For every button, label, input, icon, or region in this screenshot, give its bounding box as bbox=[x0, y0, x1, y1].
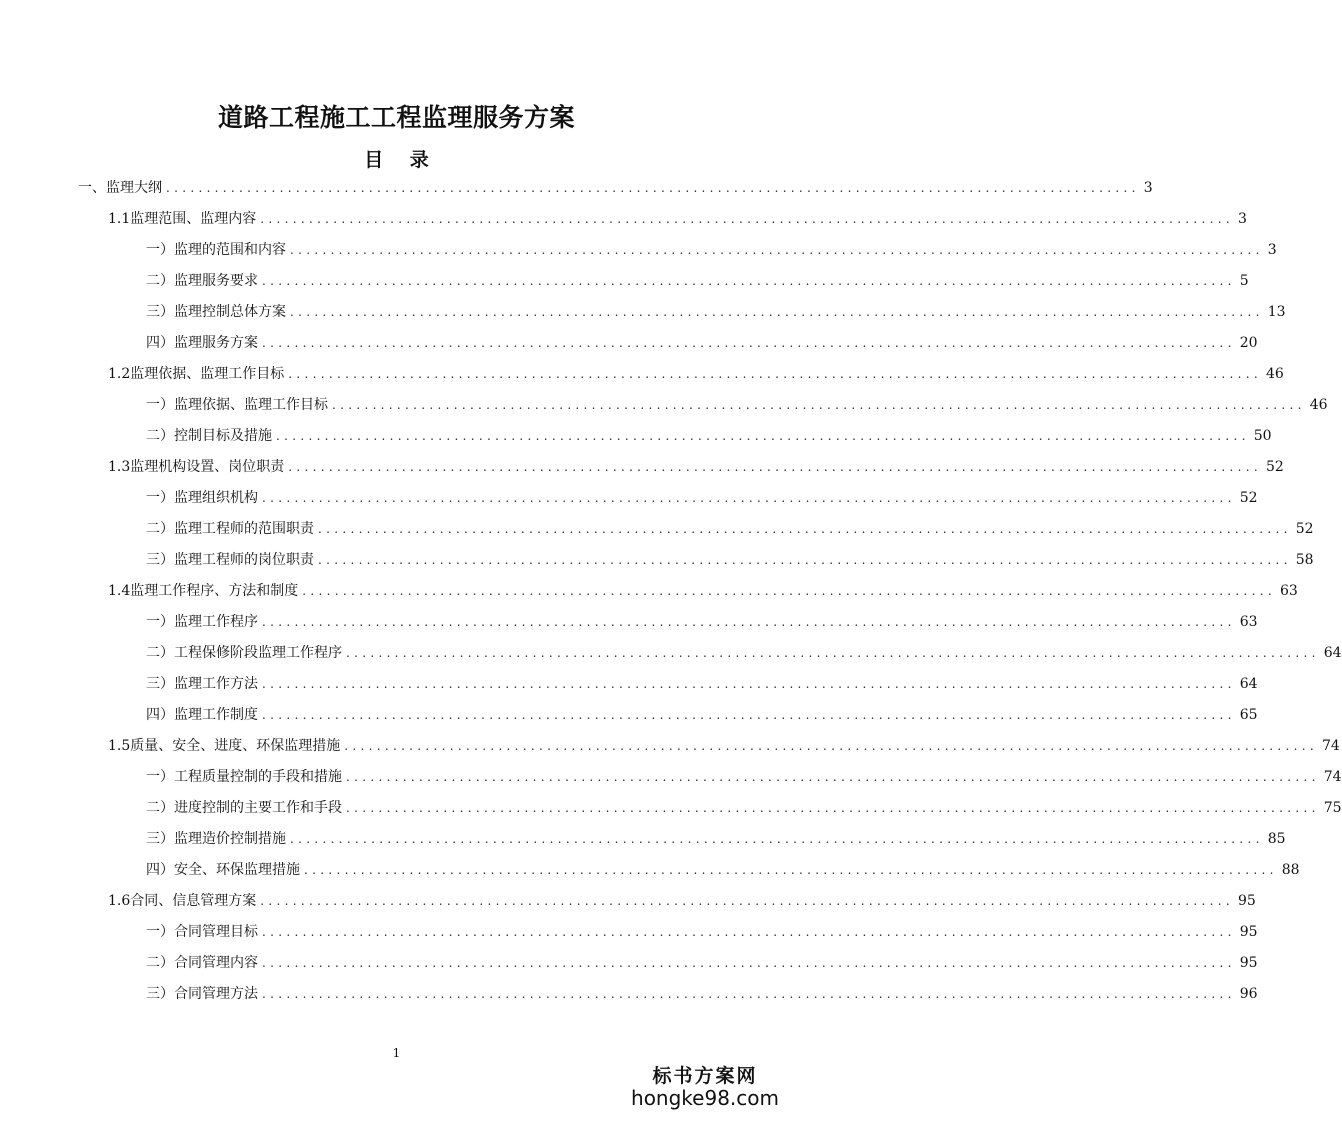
toc-leader-dots: ........................................................................................................................ bbox=[290, 305, 1264, 319]
toc-entry[interactable] bbox=[146, 978, 1258, 1002]
toc-entry-label: 1.5质量、安全、进度、环保监理措施 bbox=[108, 738, 341, 754]
toc-entry[interactable] bbox=[146, 265, 1249, 289]
toc-entry-page: 58 bbox=[1295, 552, 1314, 568]
toc-leader-dots: ........................................................................................................................ bbox=[290, 243, 1264, 257]
toc-entry-page: 85 bbox=[1267, 831, 1286, 847]
toc-entry[interactable] bbox=[108, 730, 1340, 754]
toc-entry-page: 5 bbox=[1239, 273, 1249, 289]
toc-entry-label: 二）控制目标及措施 bbox=[146, 428, 272, 444]
toc-entry-label: 一）工程质量控制的手段和措施 bbox=[146, 769, 342, 785]
toc-entry-page: 52 bbox=[1295, 521, 1314, 537]
toc-entry-label: 二）合同管理内容 bbox=[146, 955, 258, 971]
toc-entry-label: 三）监理工作方法 bbox=[146, 676, 258, 692]
watermark-logo bbox=[631, 1061, 779, 1110]
toc-entry-page: 13 bbox=[1267, 304, 1286, 320]
toc-entry-page: 3 bbox=[1267, 242, 1277, 258]
toc-leader-dots: ........................................................................................................................ bbox=[260, 894, 1234, 908]
toc-entry-page: 75 bbox=[1323, 800, 1342, 816]
toc-leader-dots: ........................................................................................................................ bbox=[262, 925, 1236, 939]
toc-entry-label: 一）监理依据、监理工作目标 bbox=[146, 397, 328, 413]
toc-leader-dots: ........................................................................................................................ bbox=[318, 522, 1292, 536]
toc-entry-page: 88 bbox=[1281, 862, 1300, 878]
toc-entry[interactable] bbox=[146, 699, 1258, 723]
toc-entry-page: 63 bbox=[1239, 614, 1258, 630]
toc-entry-page: 50 bbox=[1253, 428, 1272, 444]
toc-leader-dots: ........................................................................................................................ bbox=[262, 615, 1236, 629]
toc-entry-page: 64 bbox=[1239, 676, 1258, 692]
toc-leader-dots: ........................................................................................................................ bbox=[290, 832, 1264, 846]
toc-leader-dots: ........................................................................................................................ bbox=[262, 956, 1236, 970]
toc-entry-label: 1.6合同、信息管理方案 bbox=[108, 893, 257, 909]
toc-entry[interactable] bbox=[146, 544, 1314, 568]
toc-entry[interactable] bbox=[78, 172, 1153, 196]
toc-entry-page: 52 bbox=[1266, 459, 1284, 475]
toc-entry[interactable] bbox=[108, 203, 1247, 227]
page-number: 1 bbox=[392, 1046, 401, 1060]
toc-entry[interactable] bbox=[146, 947, 1258, 971]
toc-entry[interactable] bbox=[108, 575, 1298, 599]
toc-entry[interactable] bbox=[146, 606, 1258, 630]
toc-entry[interactable] bbox=[146, 296, 1286, 320]
toc-entry-label: 三）合同管理方法 bbox=[146, 986, 258, 1002]
toc-entry-page: 46 bbox=[1309, 397, 1328, 413]
toc-entry[interactable] bbox=[146, 234, 1277, 258]
toc-entry-label: 一）监理组织机构 bbox=[146, 490, 258, 506]
toc-entry[interactable] bbox=[108, 358, 1284, 382]
toc-leader-dots: ........................................................................................................................ bbox=[346, 801, 1320, 815]
toc-entry-page: 46 bbox=[1266, 366, 1284, 382]
toc-leader-dots: ........................................................................................................................ bbox=[302, 584, 1276, 598]
toc-entry-page: 74 bbox=[1322, 738, 1340, 754]
toc-entry[interactable] bbox=[146, 761, 1342, 785]
toc-entry-label: 1.4监理工作程序、方法和制度 bbox=[108, 583, 299, 599]
toc-entry-label: 三）监理造价控制措施 bbox=[146, 831, 286, 847]
toc-leader-dots: ........................................................................................................................ bbox=[346, 646, 1320, 660]
toc-entry-label: 一、监理大纲 bbox=[78, 180, 162, 196]
toc-leader-dots: ........................................................................................................................ bbox=[332, 398, 1306, 412]
toc-entry[interactable] bbox=[146, 513, 1314, 537]
toc-leader-dots: ........................................................................................................................ bbox=[288, 367, 1262, 381]
toc-entry-label: 二）监理服务要求 bbox=[146, 273, 258, 289]
toc-entry-label: 四）监理服务方案 bbox=[146, 335, 258, 351]
toc-entry-label: 二）进度控制的主要工作和手段 bbox=[146, 800, 342, 816]
toc-entry[interactable] bbox=[146, 668, 1258, 692]
toc-entry-label: 一）监理的范围和内容 bbox=[146, 242, 286, 258]
toc-entry-page: 3 bbox=[1238, 211, 1247, 227]
toc-leader-dots: ........................................................................................................................ bbox=[262, 491, 1236, 505]
toc-entry-page: 64 bbox=[1323, 645, 1342, 661]
toc-entry[interactable] bbox=[146, 637, 1342, 661]
toc-entry-label: 三）监理控制总体方案 bbox=[146, 304, 286, 320]
toc-leader-dots: ........................................................................................................................ bbox=[260, 212, 1234, 226]
toc-leader-dots: ........................................................................................................................ bbox=[262, 987, 1236, 1001]
toc-entry[interactable] bbox=[146, 854, 1300, 878]
toc-entry-label: 三）监理工程师的岗位职责 bbox=[146, 552, 314, 568]
watermark-url: hongke98.com bbox=[631, 1086, 779, 1110]
toc-heading: 目 录 bbox=[364, 149, 429, 171]
toc-leader-dots: ........................................................................................................................ bbox=[262, 708, 1236, 722]
toc-entry-label: 一）合同管理目标 bbox=[146, 924, 258, 940]
toc-entry[interactable] bbox=[146, 420, 1272, 444]
toc-entry[interactable] bbox=[146, 327, 1258, 351]
toc-entry-label: 一）监理工作程序 bbox=[146, 614, 258, 630]
toc-entry-label: 1.1监理范围、监理内容 bbox=[108, 211, 257, 227]
toc-leader-dots: ........................................................................................................................ bbox=[262, 336, 1236, 350]
toc-entry[interactable] bbox=[108, 885, 1256, 909]
toc-leader-dots: ........................................................................................................................ bbox=[288, 460, 1262, 474]
toc-entry[interactable] bbox=[146, 482, 1258, 506]
toc-entry-page: 95 bbox=[1239, 924, 1258, 940]
toc-entry-label: 二）监理工程师的范围职责 bbox=[146, 521, 314, 537]
toc-entry-page: 63 bbox=[1280, 583, 1298, 599]
toc-entry[interactable] bbox=[108, 451, 1284, 475]
toc-leader-dots: ........................................................................................................................ bbox=[304, 863, 1278, 877]
toc-leader-dots: ........................................................................................................................ bbox=[318, 553, 1292, 567]
watermark-text-cn: 标书方案网 bbox=[652, 1065, 758, 1087]
toc-entry-page: 95 bbox=[1238, 893, 1256, 909]
toc-entry-label: 二）工程保修阶段监理工作程序 bbox=[146, 645, 342, 661]
toc-entry[interactable] bbox=[146, 916, 1258, 940]
toc-entry-page: 96 bbox=[1239, 986, 1258, 1002]
toc-entry-label: 1.3监理机构设置、岗位职责 bbox=[108, 459, 285, 475]
toc-leader-dots: ........................................................................................................................ bbox=[344, 739, 1318, 753]
toc-entry-label: 四）监理工作制度 bbox=[146, 707, 258, 723]
document-title: 道路工程施工工程监理服务方案 bbox=[217, 103, 575, 132]
toc-leader-dots: ........................................................................................................................ bbox=[346, 770, 1320, 784]
toc-leader-dots: ........................................................................................................................ bbox=[166, 181, 1140, 195]
toc-leader-dots: ........................................................................................................................ bbox=[262, 677, 1236, 691]
toc-entry[interactable] bbox=[146, 792, 1342, 816]
toc-entry-label: 四）安全、环保监理措施 bbox=[146, 862, 300, 878]
toc-entry[interactable] bbox=[146, 823, 1286, 847]
toc-entry-page: 65 bbox=[1239, 707, 1258, 723]
toc-entry-page: 20 bbox=[1239, 335, 1258, 351]
toc-entry-page: 74 bbox=[1323, 769, 1342, 785]
toc-entry-page: 95 bbox=[1239, 955, 1258, 971]
toc-entry[interactable] bbox=[146, 389, 1328, 413]
toc-leader-dots: ........................................................................................................................ bbox=[262, 274, 1236, 288]
toc-entry-page: 3 bbox=[1143, 180, 1153, 196]
toc-leader-dots: ........................................................................................................................ bbox=[276, 429, 1250, 443]
toc-entry-page: 52 bbox=[1239, 490, 1258, 506]
toc-entry-label: 1.2监理依据、监理工作目标 bbox=[108, 366, 285, 382]
